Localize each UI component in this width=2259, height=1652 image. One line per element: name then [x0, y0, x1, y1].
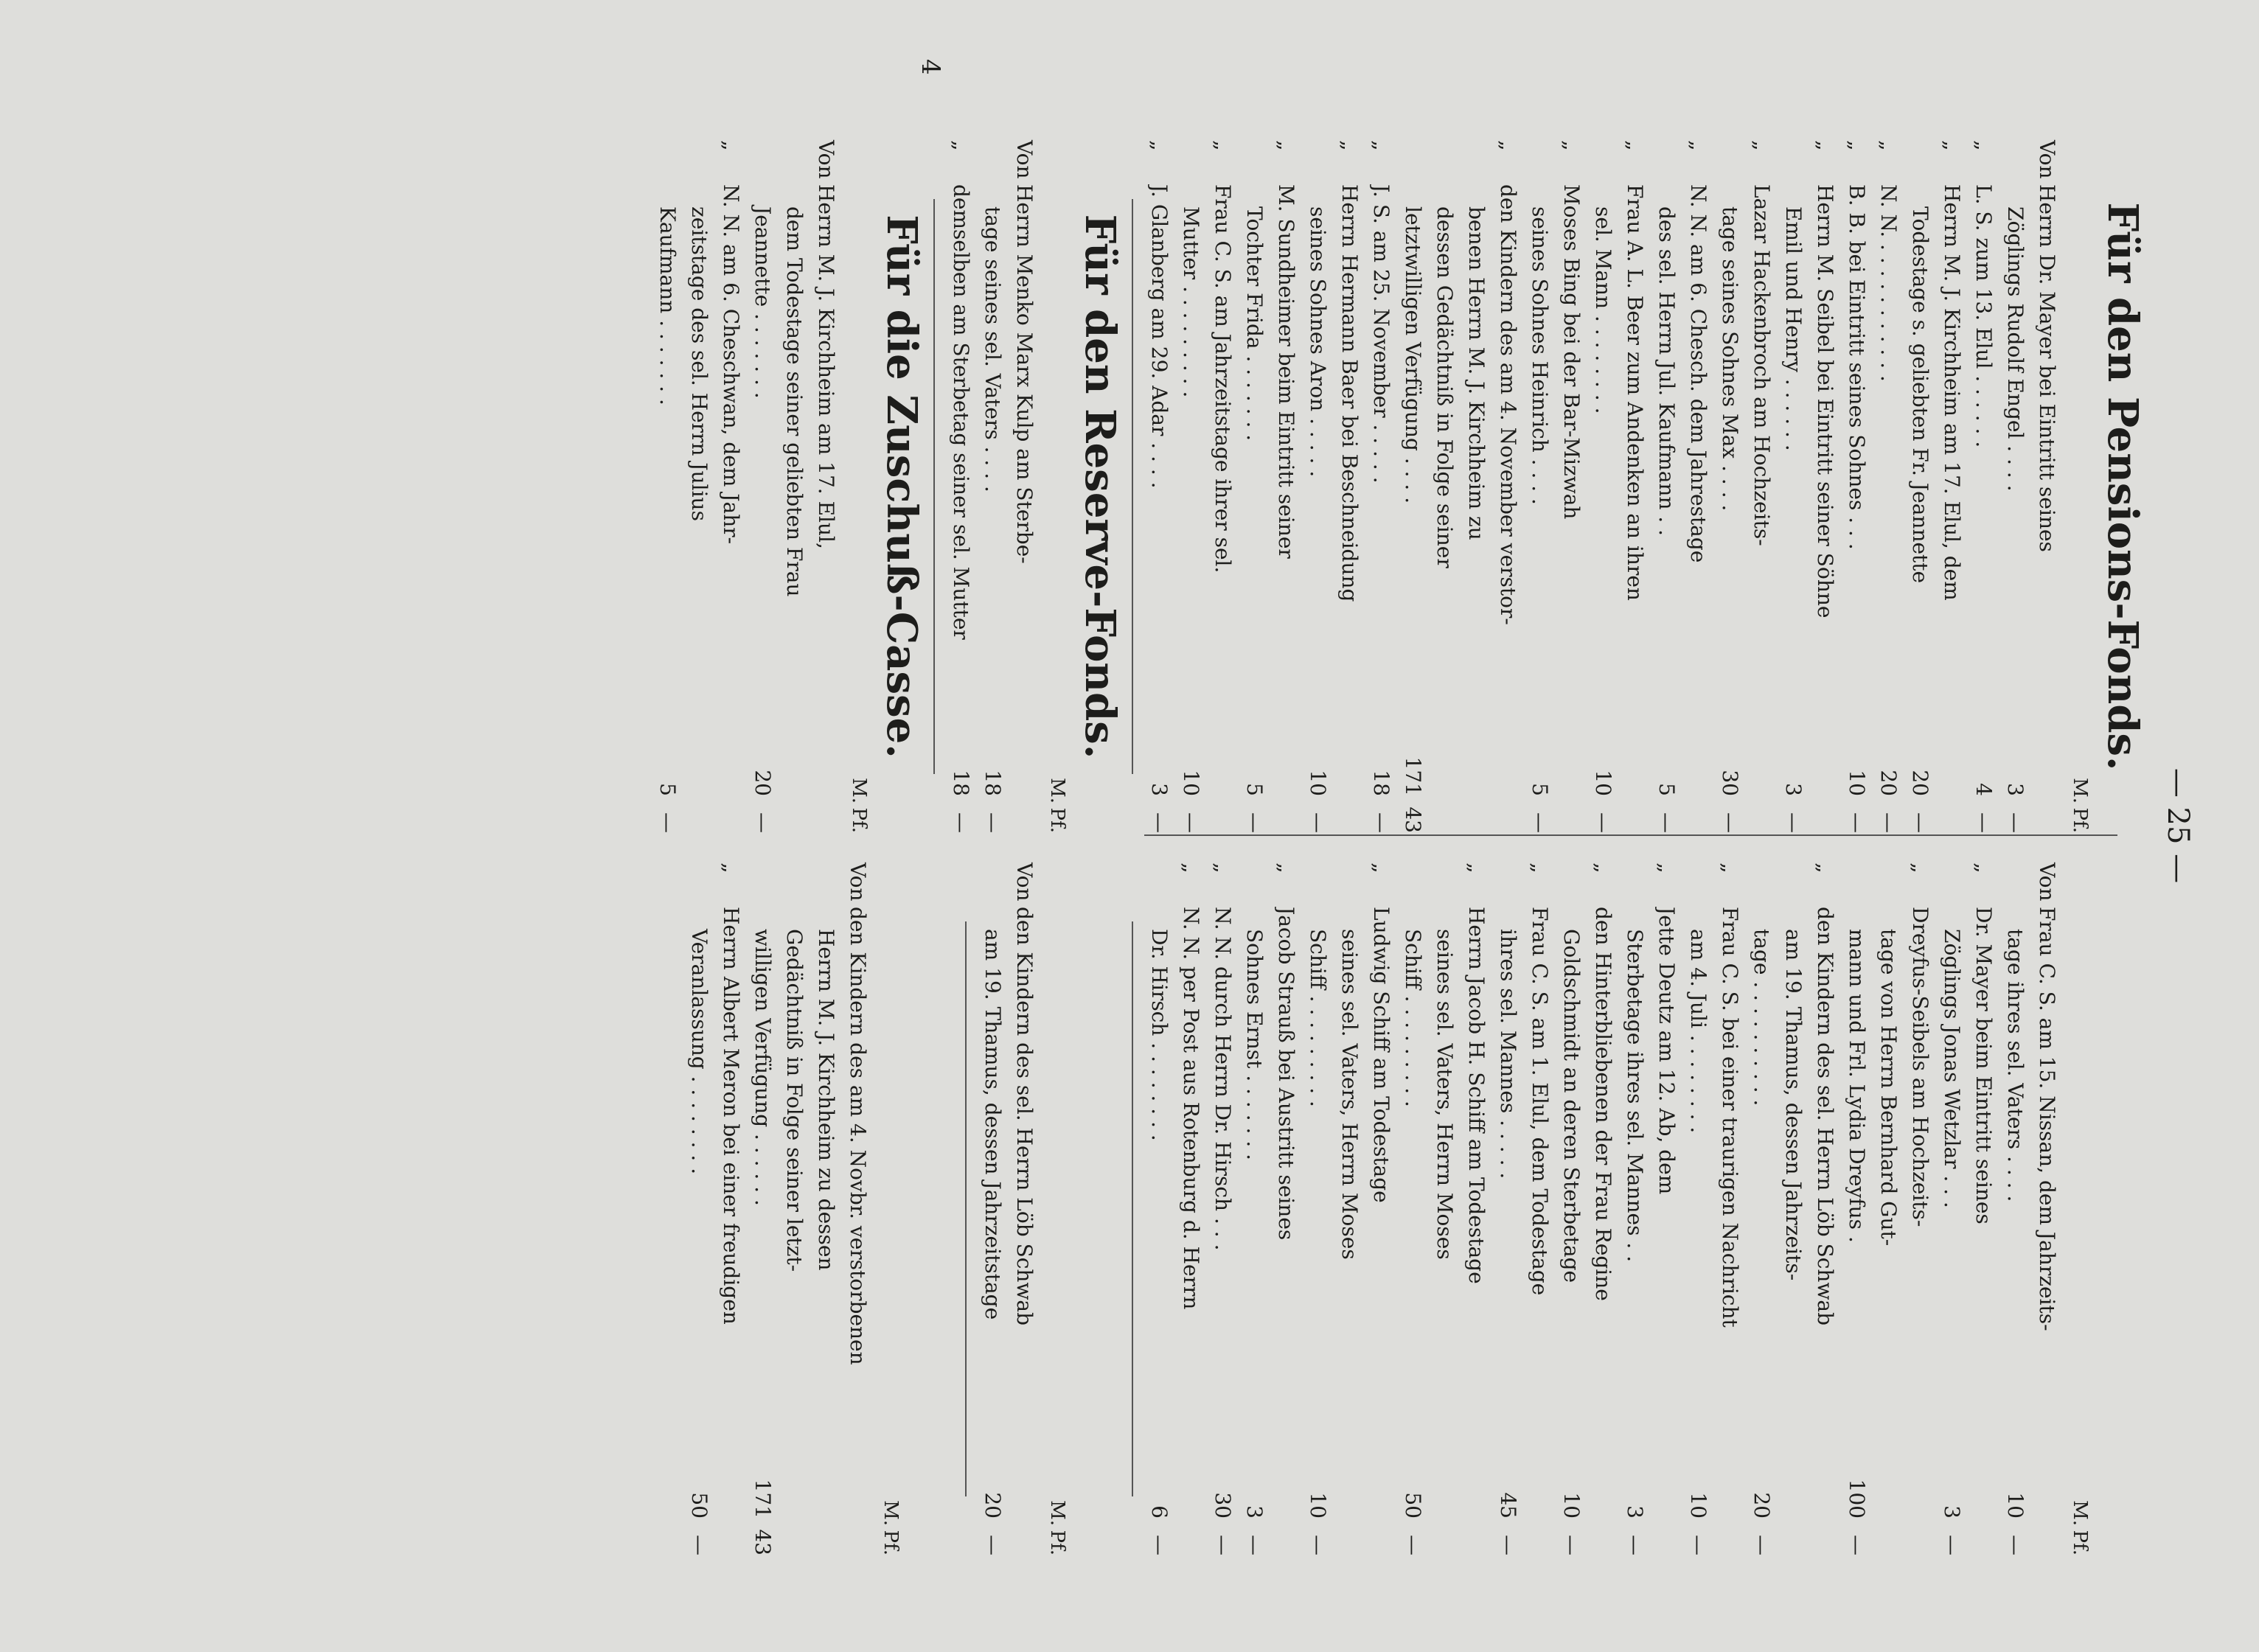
- entry-line: N. N. durch Herrn Dr. Hirsch . . .: [1211, 907, 1235, 1251]
- amount-mark: 45: [1496, 1492, 1520, 1519]
- donation-entry: [747, 140, 842, 833]
- amount-pfennig: —: [1147, 1535, 1172, 1555]
- entry-text: [1999, 184, 2063, 730]
- entry-line: Frau A. L. Beer zum Andenken an ihren: [1623, 184, 1647, 601]
- amount-mark: 6: [1147, 1505, 1172, 1519]
- amount-pfennig: —: [1242, 1535, 1267, 1555]
- entry-prefix: „: [1686, 140, 1710, 151]
- pfennig-header: Pf.: [1046, 807, 1068, 833]
- amount-column-header: [2069, 140, 2091, 833]
- entry-prefix: Von: [2035, 140, 2059, 179]
- entry-line: N. N. . . . . . . . . . . .: [1876, 184, 1901, 382]
- entry-text: [1841, 907, 1936, 1452]
- entry-prefix: „: [1971, 140, 1996, 151]
- entry-line: Todestage s. geliebten Fr. Jeannette: [1908, 206, 1932, 584]
- entry-line: Herrn Hermann Baer bei Beschneidung: [1337, 184, 1362, 602]
- entry-line: Tochter Frida . . . . . . .: [1242, 206, 1267, 442]
- entry-prefix: „: [1211, 862, 1235, 874]
- entry-text: [945, 184, 977, 730]
- pfennig-header: Pf.: [2069, 807, 2091, 833]
- amount-column-header: [848, 140, 870, 833]
- amount-pfennig: —: [1306, 812, 1330, 833]
- amount-mark: 171: [751, 1479, 775, 1519]
- entry-text: [1397, 907, 1492, 1452]
- amount-mark: 50: [1401, 1492, 1425, 1519]
- entry-text: [1207, 907, 1239, 1452]
- donation-entry: [1936, 862, 1999, 1555]
- entry-text: [1239, 907, 1302, 1452]
- amount-mark: 3: [1940, 1505, 1964, 1519]
- entry-text: [1968, 184, 1999, 730]
- amount-mark: 20: [981, 1492, 1005, 1519]
- entry-line: tage ihres sel. Vaters . . . .: [2003, 929, 2027, 1202]
- donation-entry: [977, 140, 1040, 833]
- entry-line: letztwilligen Verfügung . . . .: [1401, 206, 1425, 504]
- entry-text: [1397, 184, 1524, 730]
- entry-prefix: „: [1971, 862, 1996, 874]
- entry-text: [1175, 184, 1239, 730]
- amount-mark: 10: [2003, 1492, 2027, 1519]
- entry-line: Herrn M. J. Kirchheim zu dessen: [814, 929, 838, 1271]
- entry-prefix: „: [719, 862, 743, 874]
- amount-mark: 5: [1654, 783, 1679, 796]
- entry-line: Ludwig Schiff am Todestage: [1369, 907, 1393, 1203]
- entry-text: [1873, 184, 1904, 730]
- entry-line: Sohnes Ernst . . . . . . .: [1242, 929, 1267, 1161]
- entry-line: Frau C. S. bei einer traurigen Nachricht: [1718, 907, 1742, 1328]
- amount-pfennig: —: [1306, 1535, 1330, 1555]
- entry-line: N. N. am 6. Cheschwan, dem Jahr-: [719, 184, 743, 545]
- entry-line: Zöglings Rudolf Engel . . . .: [2003, 206, 2027, 492]
- amount-mark: 30: [1211, 1492, 1235, 1519]
- amount-mark: 5: [655, 783, 680, 796]
- amount-pfennig: —: [1718, 812, 1742, 833]
- entry-prefix: „: [1337, 140, 1362, 151]
- amount-mark: 10: [1306, 770, 1330, 796]
- amount-pfennig: —: [1496, 1535, 1520, 1555]
- amount-mark: 20: [1876, 770, 1901, 796]
- donation-entry: [1556, 862, 1619, 1555]
- entry-line: seines sel. Vaters, Herrn Moses: [1433, 929, 1457, 1260]
- entry-prefix: „: [1813, 862, 1837, 874]
- entry-line: Dr. Mayer beim Eintritt seines: [1971, 907, 1996, 1224]
- entry-line: Moses Bing bei der Bar-Mizwah: [1559, 184, 1584, 520]
- amount-mark: 171: [1401, 756, 1425, 796]
- pfennig-header: Pf.: [848, 807, 870, 833]
- pension-fonds-title: Für den Pensions-Fonds.: [2098, 202, 2147, 771]
- entry-prefix: „: [1179, 862, 1203, 874]
- amount-pfennig: —: [1845, 1535, 1869, 1555]
- entry-line: N. N. per Post aus Rotenburg d. Herrn: [1179, 907, 1203, 1310]
- entry-line: den Hinterbliebenen der Frau Regine: [1591, 907, 1615, 1301]
- entry-line: Frau C. S. am Jahrzeitstage ihrer sel.: [1211, 184, 1235, 574]
- donation-entry: [1397, 140, 1524, 833]
- entry-line: den Kindern des am 4. Novbr. verstorbenen: [846, 907, 870, 1365]
- pfennig-header: Pf.: [2069, 1530, 2091, 1555]
- entry-line: Herrn Dr. Mayer bei Eintritt seines: [2035, 184, 2059, 552]
- donation-entry: [945, 140, 977, 833]
- amount-pfennig: —: [1623, 1535, 1647, 1555]
- amount-mark: 100: [1845, 1479, 1869, 1519]
- entry-text: [1682, 907, 1746, 1452]
- entry-prefix: Von: [846, 862, 870, 902]
- donation-entry: [1144, 862, 1207, 1555]
- entry-text: [1714, 184, 1778, 730]
- entry-prefix: „: [1211, 140, 1235, 151]
- mark-header: M.: [1046, 778, 1068, 804]
- entry-line: B. B. bei Eintritt seines Sohnes . . .: [1845, 184, 1869, 550]
- entry-line: tage von Herrn Bernhard Gut-: [1876, 929, 1901, 1247]
- entry-line: des sel. Herrn Jul. Kaufmann . .: [1654, 206, 1679, 537]
- donation-entry: [1207, 862, 1239, 1555]
- entry-prefix: Von: [2035, 862, 2059, 902]
- amount-pfennig: —: [1211, 1535, 1235, 1555]
- entry-text: [1239, 184, 1302, 730]
- entry-prefix: „: [949, 140, 973, 151]
- entry-text: [683, 907, 747, 1452]
- donation-entry: [1587, 140, 1651, 833]
- entry-text: [1492, 907, 1556, 1452]
- entry-line: demselben am Sterbetag seiner sel. Mutter: [949, 184, 973, 640]
- amount-pfennig: —: [1401, 1535, 1425, 1555]
- entry-line: ihres sel. Mannes . . . . .: [1496, 929, 1520, 1179]
- donation-entry: [1365, 140, 1397, 833]
- donation-entry: [977, 862, 1040, 1555]
- entry-text: [1144, 907, 1207, 1452]
- entry-line: dessen Gedächtniß in Folge seiner: [1433, 206, 1457, 568]
- amount-pfennig: —: [1908, 812, 1932, 833]
- entry-line: den Kindern des sel. Herrn Löb Schwab: [1813, 907, 1837, 1326]
- amount-mark: 4: [1971, 783, 1996, 796]
- amount-mark: 3: [1242, 1505, 1267, 1519]
- entry-prefix: „: [1496, 140, 1520, 151]
- entry-text: [1841, 184, 1873, 730]
- entry-text: [1587, 184, 1651, 730]
- donation-entry: [1682, 862, 1746, 1555]
- entry-text: [1144, 184, 1175, 730]
- entry-line: tage seines sel. Vaters . . . .: [981, 206, 1005, 492]
- entry-text: [1524, 184, 1587, 730]
- entry-line: Schiff . . . . . . . . .: [1401, 929, 1425, 1107]
- entry-text: [652, 184, 747, 730]
- amount-mark: 30: [1718, 770, 1742, 796]
- entry-text: [1302, 184, 1365, 730]
- reserve-fonds-title: Für den Reserve-Fonds.: [1076, 214, 1124, 759]
- entry-prefix: „: [1654, 862, 1679, 874]
- entry-prefix: „: [1750, 140, 1774, 151]
- amount-pfennig: 43: [751, 1529, 775, 1555]
- entry-line: willigen Verfügung . . . . . .: [751, 929, 775, 1206]
- page-number: — 25 —: [2161, 767, 2195, 884]
- left-column: [652, 140, 2147, 833]
- entry-line: N. N. am 6. Chesch. dem Jahrestage: [1686, 184, 1710, 563]
- entry-prefix: „: [1845, 140, 1869, 151]
- amount-column-header: [2069, 862, 2091, 1555]
- entry-line: am 4. Juli . . . . . . . .: [1686, 929, 1710, 1134]
- entry-text: [1936, 907, 1999, 1452]
- entry-prefix: „: [1274, 140, 1298, 151]
- entry-prefix: „: [1369, 862, 1393, 874]
- entry-line: Herrn Albert Meron bei einer freudigen: [719, 907, 743, 1325]
- entry-line: Jacob Strauß bei Austritt seines: [1274, 907, 1298, 1241]
- amount-mark: 18: [1369, 770, 1393, 796]
- entry-line: Herrn M. Seibel bei Eintritt seiner Söhne: [1813, 184, 1837, 618]
- amount-pfennig: —: [1559, 1535, 1584, 1555]
- donation-entry: [1619, 862, 1682, 1555]
- section-rule: [933, 199, 935, 774]
- amount-column-header: [1046, 140, 1068, 833]
- entry-line: Gedächtniß in Folge seiner letzt-: [782, 929, 807, 1272]
- entry-line: Herrn Menko Marx Kulp am Sterbe-: [1012, 184, 1037, 564]
- amount-mark: 10: [1591, 770, 1615, 796]
- section-rule: [1132, 921, 1133, 1496]
- entry-prefix: „: [1813, 140, 1837, 151]
- entry-prefix: Von: [814, 140, 838, 179]
- entry-prefix: „: [1908, 862, 1932, 874]
- amount-mark: 10: [1845, 770, 1869, 796]
- amount-mark: 10: [1179, 770, 1203, 796]
- amount-pfennig: —: [1528, 812, 1552, 833]
- entry-text: [1302, 907, 1397, 1452]
- donation-entry: [652, 140, 747, 833]
- donation-entry: [1239, 140, 1302, 833]
- amount-column-header: [1046, 862, 1068, 1555]
- amount-pfennig: —: [981, 812, 1005, 833]
- amount-pfennig: 43: [1401, 806, 1425, 833]
- zuschuss-casse-title: Für die Zuschuß-Casse.: [877, 215, 926, 759]
- amount-mark: 3: [2003, 783, 2027, 796]
- amount-pfennig: —: [1369, 812, 1393, 833]
- pension-fonds-cont-title-spacer: [2098, 862, 2147, 1555]
- entry-line: Zöglings Jonas Wetzlar . . .: [1940, 929, 1964, 1208]
- amount-pfennig: —: [1750, 1535, 1774, 1555]
- entry-line: seines Sohnes Aron . . . . .: [1306, 206, 1330, 478]
- entry-text: [977, 907, 1040, 1452]
- footnote-number: 4: [916, 59, 945, 75]
- amount-mark: 10: [1559, 1492, 1584, 1519]
- entry-text: [747, 184, 842, 730]
- entry-line: am 19. Thamus, dessen Jahrzeits-: [1781, 929, 1806, 1281]
- rotated-page-content: [24, 15, 2235, 1637]
- entry-prefix: „: [1464, 862, 1489, 874]
- amount-pfennig: —: [1876, 812, 1901, 833]
- amount-pfennig: —: [981, 1535, 1005, 1555]
- mark-header: M.: [848, 778, 870, 804]
- pfennig-header: Pf.: [1046, 1530, 1068, 1555]
- amount-pfennig: —: [655, 812, 680, 833]
- entry-prefix: „: [1147, 140, 1172, 151]
- entry-line: L. S. zum 13. Elul . . . . . .: [1971, 184, 1996, 448]
- pfennig-header: Pf.: [880, 1530, 902, 1555]
- entry-line: Frau C. S. am 15. Nissan, dem Jahrzeits-: [2035, 907, 2059, 1331]
- entry-text: [1999, 907, 2063, 1452]
- entry-line: sel. Mann . . . . . . . .: [1591, 206, 1615, 414]
- entry-prefix: „: [1876, 140, 1901, 151]
- entry-line: seines sel. Vaters, Herrn Moses: [1337, 929, 1362, 1260]
- entry-line: tage seines Sohnes Max . . . .: [1718, 206, 1742, 512]
- entry-line: Goldschmidt an deren Sterbetage: [1559, 929, 1584, 1283]
- entry-line: Emil und Henry . . . . . .: [1781, 206, 1806, 451]
- amount-mark: 5: [1528, 783, 1552, 796]
- entry-line: J. S. am 25. November . . . . .: [1369, 184, 1393, 484]
- entry-line: Veranlassung . . . . . . . .: [687, 929, 711, 1175]
- entry-prefix: „: [1559, 140, 1584, 151]
- amount-pfennig: —: [751, 812, 775, 833]
- entry-prefix: „: [1623, 140, 1647, 151]
- donation-entry: [1904, 140, 1968, 833]
- mark-header: M.: [2069, 778, 2091, 804]
- entry-prefix: „: [1274, 862, 1298, 874]
- section-rule: [1132, 199, 1133, 774]
- amount-column-header: [880, 862, 902, 1555]
- entry-prefix: „: [1369, 140, 1393, 151]
- entry-prefix: Von: [1012, 862, 1037, 902]
- amount-mark: 5: [1242, 783, 1267, 796]
- entry-line: mann und Frl. Lydia Dreyfus .: [1845, 929, 1869, 1243]
- donation-entry: [1302, 862, 1397, 1555]
- donation-entry: [1239, 862, 1302, 1555]
- amount-mark: 3: [1623, 1505, 1647, 1519]
- donation-entry: [1302, 140, 1365, 833]
- right-column: [683, 862, 2147, 1555]
- amount-pfennig: —: [1147, 812, 1172, 833]
- amount-pfennig: —: [1781, 812, 1806, 833]
- entry-line: den Kindern des am 4. November verstor-: [1496, 184, 1520, 625]
- donation-entry: [1841, 862, 1936, 1555]
- entry-line: Mutter . . . . . . . . .: [1179, 206, 1203, 398]
- donation-entry: [1651, 140, 1714, 833]
- entry-text: [1778, 184, 1841, 730]
- donation-entry: [1524, 140, 1587, 833]
- entry-text: [1619, 907, 1682, 1452]
- entry-text: [1904, 184, 1968, 730]
- amount-mark: 3: [1147, 783, 1172, 796]
- entry-line: Kaufmann . . . . . . .: [655, 206, 680, 405]
- amount-mark: 20: [751, 770, 775, 796]
- entry-line: Jette Deutz am 12. Ab, dem: [1654, 907, 1679, 1195]
- entry-text: [1746, 907, 1841, 1452]
- amount-mark: 10: [1686, 1492, 1710, 1519]
- amount-pfennig: —: [1971, 812, 1996, 833]
- donation-entry: [1144, 140, 1175, 833]
- entry-line: Dreyfus-Seibels am Hochzeits-: [1908, 907, 1932, 1227]
- amount-mark: 50: [687, 1492, 711, 1519]
- entry-line: dem Todestage seiner geliebten Frau: [782, 206, 807, 597]
- entry-text: [1556, 907, 1619, 1452]
- entry-line: M. Sundheimer beim Eintritt seiner: [1274, 184, 1298, 559]
- amount-pfennig: —: [1591, 812, 1615, 833]
- donation-entry: [1841, 140, 1873, 833]
- amount-mark: 20: [1908, 770, 1932, 796]
- donation-entry: [1397, 862, 1492, 1555]
- donation-entry: [683, 862, 747, 1555]
- donation-entry: [1175, 140, 1239, 833]
- amount-mark: 20: [1750, 1492, 1774, 1519]
- donation-entry: [1873, 140, 1904, 833]
- donation-entry: [1778, 140, 1841, 833]
- amount-pfennig: —: [1845, 812, 1869, 833]
- amount-pfennig: —: [1179, 812, 1203, 833]
- entry-line: Frau C. S. am 1. Elul, dem Todestage: [1528, 907, 1552, 1296]
- donation-entry: [1999, 862, 2063, 1555]
- amount-pfennig: —: [2003, 1535, 2027, 1555]
- entry-prefix: „: [1591, 862, 1615, 874]
- entry-text: [1651, 184, 1714, 730]
- entry-line: zeitstage des sel. Herrn Julius: [687, 206, 711, 521]
- entry-text: [1365, 184, 1397, 730]
- amount-pfennig: —: [1654, 812, 1679, 833]
- entry-prefix: „: [719, 140, 743, 151]
- column-rule: [1144, 834, 2117, 836]
- entry-line: benen Herrn M. J. Kirchheim zu: [1464, 206, 1489, 540]
- entry-prefix: „: [1528, 862, 1552, 874]
- mark-header: M.: [1046, 1500, 1068, 1526]
- amount-mark: 18: [949, 770, 973, 796]
- amount-mark: 3: [1781, 783, 1806, 796]
- donation-entry: [1968, 140, 1999, 833]
- entry-line: tage . . . . . . . . . .: [1750, 929, 1774, 1106]
- entry-line: Herrn Jacob H. Schiff am Todestage: [1464, 907, 1489, 1284]
- amount-pfennig: —: [1940, 1535, 1964, 1555]
- entry-line: Sterbetage ihres sel. Mannes . .: [1623, 929, 1647, 1263]
- amount-pfennig: —: [687, 1535, 711, 1555]
- amount-pfennig: —: [1686, 1535, 1710, 1555]
- donation-entry: [1492, 862, 1556, 1555]
- entry-line: am 19. Thamus, dessen Jahrzeitstage: [981, 929, 1005, 1320]
- entry-line: seines Sohnes Heinrich . . . .: [1528, 206, 1552, 505]
- entry-prefix: Von: [1012, 140, 1037, 179]
- entry-line: Herrn M. J. Kirchheim am 17. Elul,: [814, 184, 838, 549]
- mark-header: M.: [2069, 1500, 2091, 1526]
- donation-entry: [1999, 140, 2063, 833]
- entry-line: Dr. Hirsch . . . . . . . .: [1147, 929, 1172, 1141]
- amount-mark: 10: [1306, 1492, 1330, 1519]
- section-rule: [965, 921, 967, 1496]
- donation-entry: [1746, 862, 1841, 1555]
- entry-prefix: „: [1940, 140, 1964, 151]
- mark-header: M.: [880, 1500, 902, 1526]
- entry-text: [977, 184, 1040, 730]
- amount-pfennig: —: [2003, 812, 2027, 833]
- entry-line: Schiff . . . . . . . . .: [1306, 929, 1330, 1107]
- entry-line: Lazar Hackenbroch am Hochzeits-: [1750, 184, 1774, 546]
- entry-line: Jeannette . . . . . . .: [751, 206, 775, 399]
- donation-entry: [1714, 140, 1778, 833]
- entry-prefix: „: [1718, 862, 1742, 874]
- donation-entry: [747, 862, 874, 1555]
- entry-line: Herrn M. J. Kirchheim am 17. Elul, dem: [1940, 184, 1964, 601]
- amount-pfennig: —: [949, 812, 973, 833]
- amount-mark: 18: [981, 770, 1005, 796]
- entry-line: den Kindern des sel. Herrn Löb Schwab: [1012, 907, 1037, 1326]
- zuschuss-casse-cont-title-spacer: [909, 862, 958, 1555]
- entry-line: J. Glanberg am 29. Adar . . . .: [1147, 184, 1172, 489]
- amount-pfennig: —: [1242, 812, 1267, 833]
- entry-text: [747, 907, 874, 1452]
- reserve-fonds-cont-title-spacer: [1076, 862, 1124, 1555]
